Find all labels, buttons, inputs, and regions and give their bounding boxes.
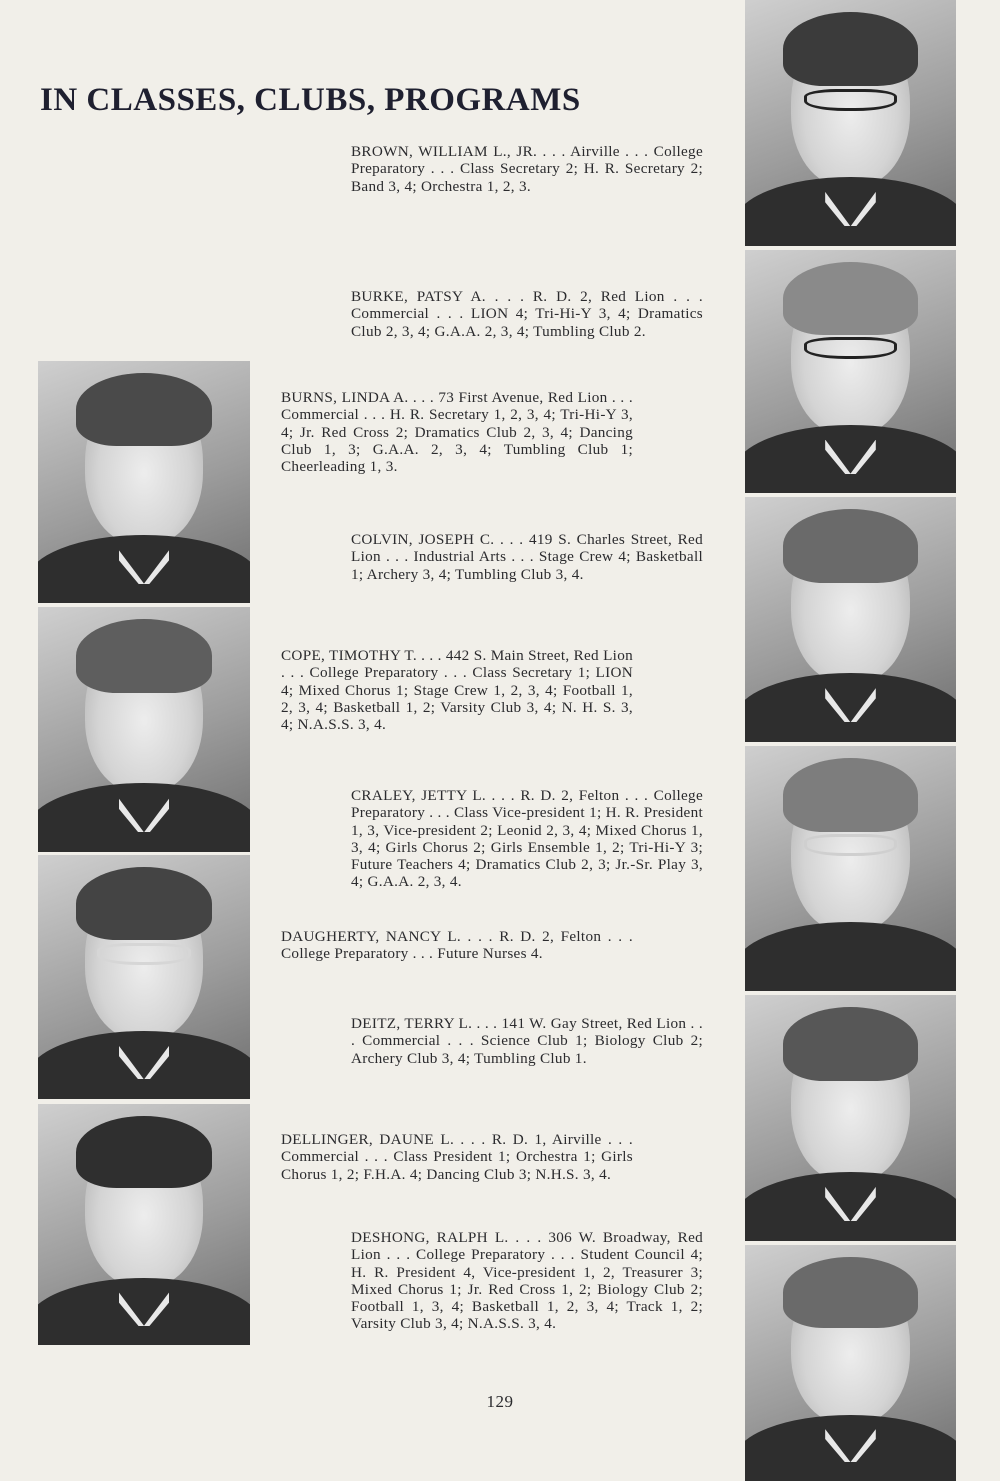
entry-deitz: DEITZ, TERRY L. . . . 141 W. Gay Street, Red Lion . . . Commercial . . . Science Club 1; Biology Club 2; Archery Club 3, 4; Tumbling Club 1. (351, 1015, 703, 1067)
portrait-cope (38, 607, 250, 852)
entry-cope: COPE, TIMOTHY T. . . . 442 S. Main Street, Red Lion . . . College Preparatory . . . Class Secretary 1; LION 4; Mixed Chorus 1; Stage Crew 1, 2, 3, 4; Football 1, 2, 3, 4; Basketball 1, 2; Varsity Club 3, 4; N. H. S. 3, 4; N.A.S.S. 3, 4. (281, 647, 633, 734)
portrait-deshong (745, 1245, 956, 1481)
entry-craley: CRALEY, JETTY L. . . . R. D. 2, Felton . . . College Preparatory . . . Class Vice-president 1; H. R. President 1, 3, Vice-president 2; Leonid 2, 3, 4; Mixed Chorus 1, 3, 4; Girls Chorus 2; Girls Ensemble 1, 2; Tri-Hi-Y 3; Future Teachers 4; Dramatics Club 2, 3; Jr.-Sr. Play 3, 4; G.A.A. 2, 3, 4. (351, 787, 703, 891)
portrait-burke (745, 250, 956, 493)
portrait-burns (38, 361, 250, 603)
entry-burns: BURNS, LINDA A. . . . 73 First Avenue, Red Lion . . . Commercial . . . H. R. Secretary 1, 2, 3, 4; Tri-Hi-Y 3, 4; Jr. Red Cross 2; Dramatics Club 2, 3, 4; Dancing Club 1, 3; G.A.A. 2, 3, 4; Tumbling Club 1; Cheerleading 1, 3. (281, 389, 633, 476)
entry-daugherty: DAUGHERTY, NANCY L. . . . R. D. 2, Felton . . . College Preparatory . . . Future Nurses 4. (281, 928, 633, 963)
portrait-daugherty (38, 855, 250, 1099)
entry-dellinger: DELLINGER, DAUNE L. . . . R. D. 1, Airville . . . Commercial . . . Class President 1; Orchestra 1; Girls Chorus 1, 2; F.H.A. 4; Dancing Club 3; N.H.S. 3, 4. (281, 1131, 633, 1183)
portrait-craley (745, 746, 956, 991)
entry-burke: BURKE, PATSY A. . . . R. D. 2, Red Lion . . . Commercial . . . LION 4; Tri-Hi-Y 3, 4; Dramatics Club 2, 3, 4; G.A.A. 2, 3, 4; Tumbling Club 2. (351, 288, 703, 340)
portrait-colvin (745, 497, 956, 742)
page-heading: IN CLASSES, CLUBS, PROGRAMS (40, 82, 581, 118)
portrait-brown (745, 0, 956, 246)
portrait-deitz (745, 995, 956, 1241)
entry-deshong: DESHONG, RALPH L. . . . 306 W. Broadway, Red Lion . . . College Preparatory . . . Student Council 4; H. R. President 4, Vice-president 1, 2, Treasurer 3; Mixed Chorus 1; Jr. Red Cross 1, 2; Biology Club 2; Football 1, 3, 4; Basketball 1, 2, 3, 4; Track 1, 2; Varsity Club 3, 4; N.A.S.S. 3, 4. (351, 1229, 703, 1333)
page-number: 129 (486, 1392, 514, 1411)
entry-brown: BROWN, WILLIAM L., JR. . . . Airville . . . College Preparatory . . . Class Secretary 2; H. R. Secretary 2; Band 3, 4; Orchestra 1, 2, 3. (351, 143, 703, 195)
portrait-dellinger (38, 1104, 250, 1345)
entry-colvin: COLVIN, JOSEPH C. . . . 419 S. Charles Street, Red Lion . . . Industrial Arts . . . Stage Crew 4; Basketball 1; Archery 3, 4; Tumbling Club 3, 4. (351, 531, 703, 583)
